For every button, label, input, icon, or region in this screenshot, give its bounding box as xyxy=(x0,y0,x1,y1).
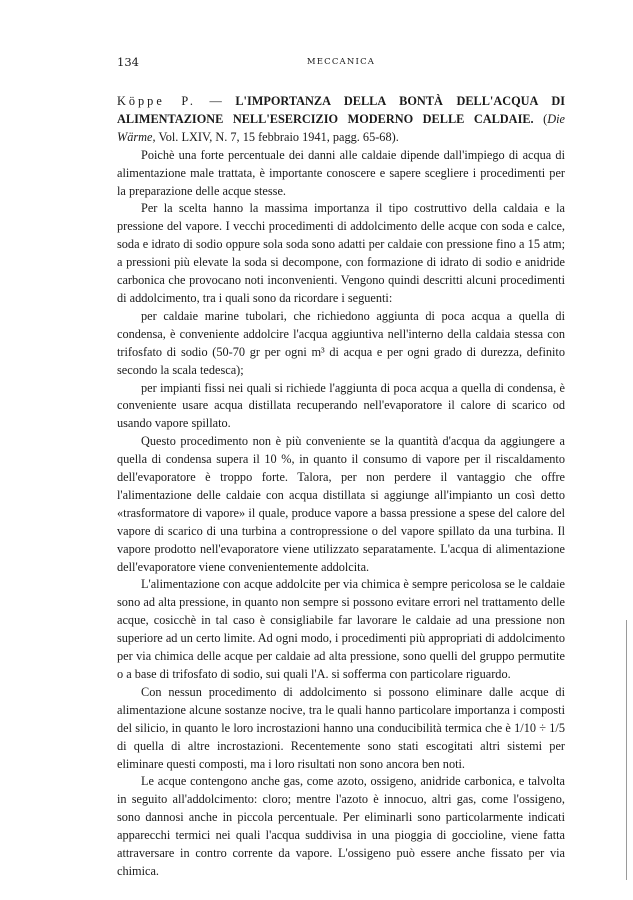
citation-details: Vol. LXIV, N. 7, 15 febbraio 1941, pagg. 65-68). xyxy=(155,129,399,144)
journal-name: Die Wärme, xyxy=(117,111,565,144)
paragraph: Poichè una forte percentuale dei danni alle caldaie dipende dall'impiego di acqua di alimentazione male trattata, è importante conoscere e sapere scegliere i procedimenti per la preparazione delle acque stesse. xyxy=(117,147,565,198)
journal-open: ( xyxy=(533,111,548,126)
article-heading xyxy=(117,93,565,147)
article xyxy=(117,93,565,881)
paragraph: per impianti fissi nei quali si richiede l'aggiunta di poca acqua a quella di condensa, è conveniente usare acqua distillata recuperando nell'evaporatore il calore di scarico od usando vapore spillato. xyxy=(117,380,565,431)
paragraph: Per la scelta hanno la massima importanza il tipo costruttivo della caldaia e la pressione del vapore. I vecchi procedimenti di addolcimento delle acque con soda e calce, soda e idrato di sodio oppure sola soda sono adatti per caldaie con pressione fino a 15 atm; a pressioni più elevate la soda si decompone, con formazione di idrato di sodio e anidride carbonica che provocano noti inconvenienti. Vengono quindi descritti alcuni procedimenti di addolcimento, tra i quali sono da ricordare i seguenti: xyxy=(117,201,565,305)
author-name: Köppe P. xyxy=(117,94,196,108)
paragraph: Questo procedimento non è più conveniente se la quantità d'acqua da aggiungere a quella di condensa supera il 10 %, in quanto il consumo di vapore per il riscaldamento dell'evaporatore è troppo forte. Talora, per non perdere il vantaggio che offre l'alimentazione delle caldaie con acqua distillata si aggiunge all'impianto un così detto «trasformatore di vapore» il quale, produce vapore a bassa pressione a spese del calore del vapore di scarico di una turbina a contropressione o del vapore spillato da una turbina. Il vapore prodotto nell'evaporatore viene utilizzato separatamente. L'acqua di alimentazione dell'evaporatore viene convenientemente addolcita. xyxy=(117,434,565,574)
paragraph: Con nessun procedimento di addolcimento si possono eliminare dalle acque di alimentazione alcune sostanze nocive, tra le quali hanno particolare importanza i composti del silicio, in quanto le loro incrostazioni hanno una conducibilità termica che è 1/10 ÷ 1/5 di quella di altre incrostazioni. Recentemente sono stati escogitati altri sistemi per eliminare questi composti, ma i loro risultati non sono ancora ben noti. xyxy=(117,684,565,771)
running-header xyxy=(117,55,565,71)
paragraph: L'alimentazione con acque addolcite per via chimica è sempre pericolosa se le caldaie sono ad alta pressione, in quanto non sempre si possono evitare errori nel trattamento delle acque, cosicchè in tal caso è consigliabile far lavorare le caldaie ad una pressione non superiore ad un certo limite. Ad ogni modo, i procedimenti più appropriati di addolcimento per via chimica delle acque per caldaie ad alta pressione, sono quelli del gruppo permutite o a base di trifosfato di sodio, sui quali l'A. si sofferma con particolare riguardo. xyxy=(117,577,565,681)
title-dash: — xyxy=(195,94,236,108)
paragraph: per caldaie marine tubolari, che richiedono aggiunta di poca acqua a quella di condensa, è conveniente addolcire l'acqua aggiuntiva nell'interno della caldaia stessa con trifosfato di sodio (50-70 gr per ogni m³ di acqua e per ogni grado di durezza, definito secondo la scala tedesca); xyxy=(117,308,565,377)
page-number: 134 xyxy=(117,55,139,69)
paragraph: Le acque contengono anche gas, come azoto, ossigeno, anidride carbonica, e talvolta in seguito all'addolcimento: cloro; mentre l'azoto è innocuo, altri gas, come l'ossigeno, sono dannosi anche in piccola percentuale. Per eliminarli sono particolarmente indicati apparecchi termici nei quali l'acqua suddivisa in una pioggia di goccioline, viene fatta attraversare in contro corrente da vapore. L'ossigeno può essere anche fissato per via chimica. xyxy=(117,774,565,878)
article-title: L'IMPORTANZA DELLA BONTÀ DELL'ACQUA DI ALIMENTAZIONE NELL'ESERCIZIO MODERNO DELLE CALDAIE. xyxy=(117,94,565,126)
section-title: MECCANICA xyxy=(306,57,376,67)
page-edge-line xyxy=(626,620,627,880)
